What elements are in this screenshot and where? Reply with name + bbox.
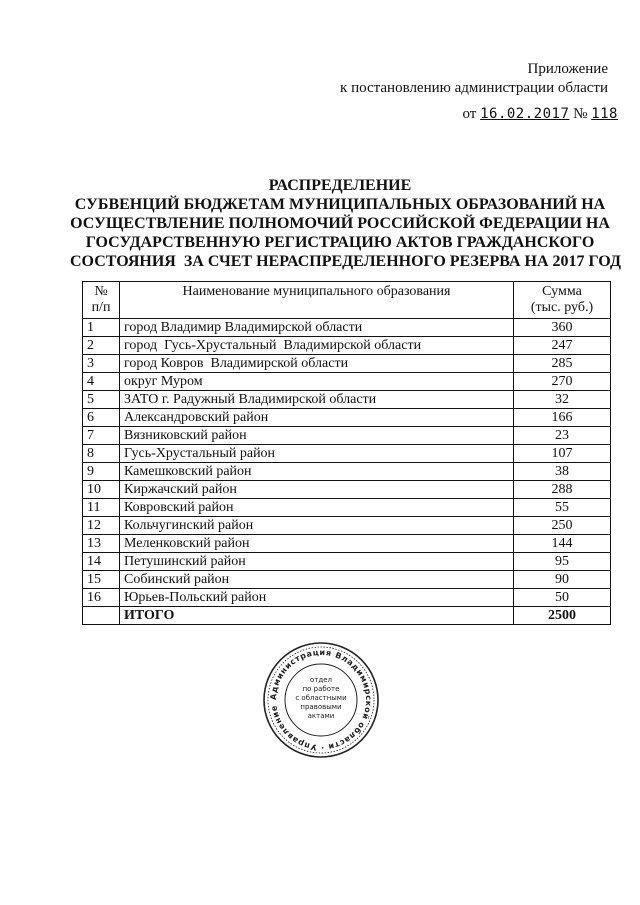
table-row	[83, 463, 611, 481]
title-line-4: ГОСУДАРСТВЕННУЮ РЕГИСТРАЦИЮ АКТОВ ГРАЖДАНСКОГО	[85, 234, 595, 251]
row-sum-cell: 270	[514, 373, 611, 391]
row-name-cell: Гусь-Хрустальный район	[120, 445, 514, 463]
row-name-cell: Собинский район	[120, 571, 514, 589]
row-num-cell: 9	[83, 463, 120, 481]
row-name-cell: город Гусь-Хрустальный Владимирской области	[120, 337, 514, 355]
resolution-date-line	[462, 106, 618, 123]
row-sum-cell: 38	[514, 463, 611, 481]
table-row	[83, 589, 611, 607]
row-num-cell: 14	[83, 553, 120, 571]
appendix-block	[340, 60, 608, 98]
row-name-cell: Ковровский район	[120, 499, 514, 517]
table-row	[83, 517, 611, 535]
total-label: ИТОГО	[120, 607, 514, 625]
title-line-2: СУБВЕНЦИЙ БЮДЖЕТАМ МУНИЦИПАЛЬНЫХ ОБРАЗОВАНИЙ НА	[74, 196, 606, 213]
row-num-cell: 16	[83, 589, 120, 607]
row-sum-cell: 90	[514, 571, 611, 589]
table-row	[83, 445, 611, 463]
row-num-cell: 15	[83, 571, 120, 589]
row-sum-cell: 32	[514, 391, 611, 409]
stamp-center-text: отдел по работе с областными правовыми актами	[295, 676, 347, 720]
title-line-3: ОСУЩЕСТВЛЕНИЕ ПОЛНОМОЧИЙ РОССИЙСКОЙ ФЕДЕРАЦИИ НА	[70, 215, 610, 232]
row-sum-cell: 95	[514, 553, 611, 571]
row-name-cell: город Владимир Владимирской области	[120, 319, 514, 337]
table-header-row	[83, 282, 611, 319]
row-num-cell: 3	[83, 355, 120, 373]
row-name-cell: Александровский район	[120, 409, 514, 427]
row-name-cell: Петушинский район	[120, 553, 514, 571]
distribution-table	[82, 281, 611, 625]
row-num-cell: 8	[83, 445, 120, 463]
row-name-cell: город Ковров Владимирской области	[120, 355, 514, 373]
row-sum-cell: 250	[514, 517, 611, 535]
resolution-number: 118	[591, 106, 618, 122]
title-line-1: РАСПРЕДЕЛЕНИЕ	[268, 177, 412, 194]
row-num-cell: 12	[83, 517, 120, 535]
appendix-subtitle: к постановлению администрации области	[340, 80, 608, 96]
row-num-cell: 5	[83, 391, 120, 409]
table-body	[83, 319, 611, 607]
header-sum: Сумма (тыс. руб.)	[514, 282, 611, 319]
total-sum: 2500	[514, 607, 611, 625]
table-row	[83, 535, 611, 553]
number-prefix: №	[573, 106, 588, 122]
row-num-cell: 11	[83, 499, 120, 517]
official-stamp	[261, 640, 381, 760]
resolution-date: 16.02.2017	[480, 106, 570, 122]
svg-text:Администрация Владимирской обл: Администрация Владимирской области · Управление	[268, 647, 374, 753]
table-row	[83, 391, 611, 409]
row-sum-cell: 144	[514, 535, 611, 553]
table-row	[83, 481, 611, 499]
table-row	[83, 427, 611, 445]
total-row	[83, 607, 611, 625]
row-num-cell: 6	[83, 409, 120, 427]
row-sum-cell: 247	[514, 337, 611, 355]
row-name-cell: Меленковский район	[120, 535, 514, 553]
header-name: Наименование муниципального образования	[120, 282, 514, 319]
row-num-cell: 7	[83, 427, 120, 445]
row-name-cell: ЗАТО г. Радужный Владимирской области	[120, 391, 514, 409]
row-num-cell: 1	[83, 319, 120, 337]
appendix-title: Приложение	[527, 61, 608, 77]
table-row	[83, 373, 611, 391]
table-row	[83, 499, 611, 517]
row-sum-cell: 288	[514, 481, 611, 499]
row-name-cell: округ Муром	[120, 373, 514, 391]
total-num-cell	[83, 607, 120, 625]
row-num-cell: 10	[83, 481, 120, 499]
header-num: № п/п	[83, 282, 120, 319]
row-sum-cell: 107	[514, 445, 611, 463]
table-row	[83, 337, 611, 355]
row-name-cell: Камешковский район	[120, 463, 514, 481]
row-name-cell: Юрьев-Польский район	[120, 589, 514, 607]
row-sum-cell: 55	[514, 499, 611, 517]
row-sum-cell: 50	[514, 589, 611, 607]
row-num-cell: 13	[83, 535, 120, 553]
row-sum-cell: 23	[514, 427, 611, 445]
row-num-cell: 4	[83, 373, 120, 391]
date-prefix: от	[462, 106, 477, 122]
row-num-cell: 2	[83, 337, 120, 355]
row-sum-cell: 166	[514, 409, 611, 427]
row-name-cell: Кольчугинский район	[120, 517, 514, 535]
table-row	[83, 553, 611, 571]
row-sum-cell: 285	[514, 355, 611, 373]
table-row	[83, 571, 611, 589]
row-sum-cell: 360	[514, 319, 611, 337]
row-name-cell: Киржачский район	[120, 481, 514, 499]
table-row	[83, 319, 611, 337]
row-name-cell: Вязниковский район	[120, 427, 514, 445]
table-row	[83, 355, 611, 373]
document-title	[70, 176, 621, 271]
table-row	[83, 409, 611, 427]
title-line-5: СОСТОЯНИЯ ЗА СЧЕТ НЕРАСПРЕДЕЛЕННОГО РЕЗЕРВА НА 2017 ГОД	[70, 253, 621, 270]
